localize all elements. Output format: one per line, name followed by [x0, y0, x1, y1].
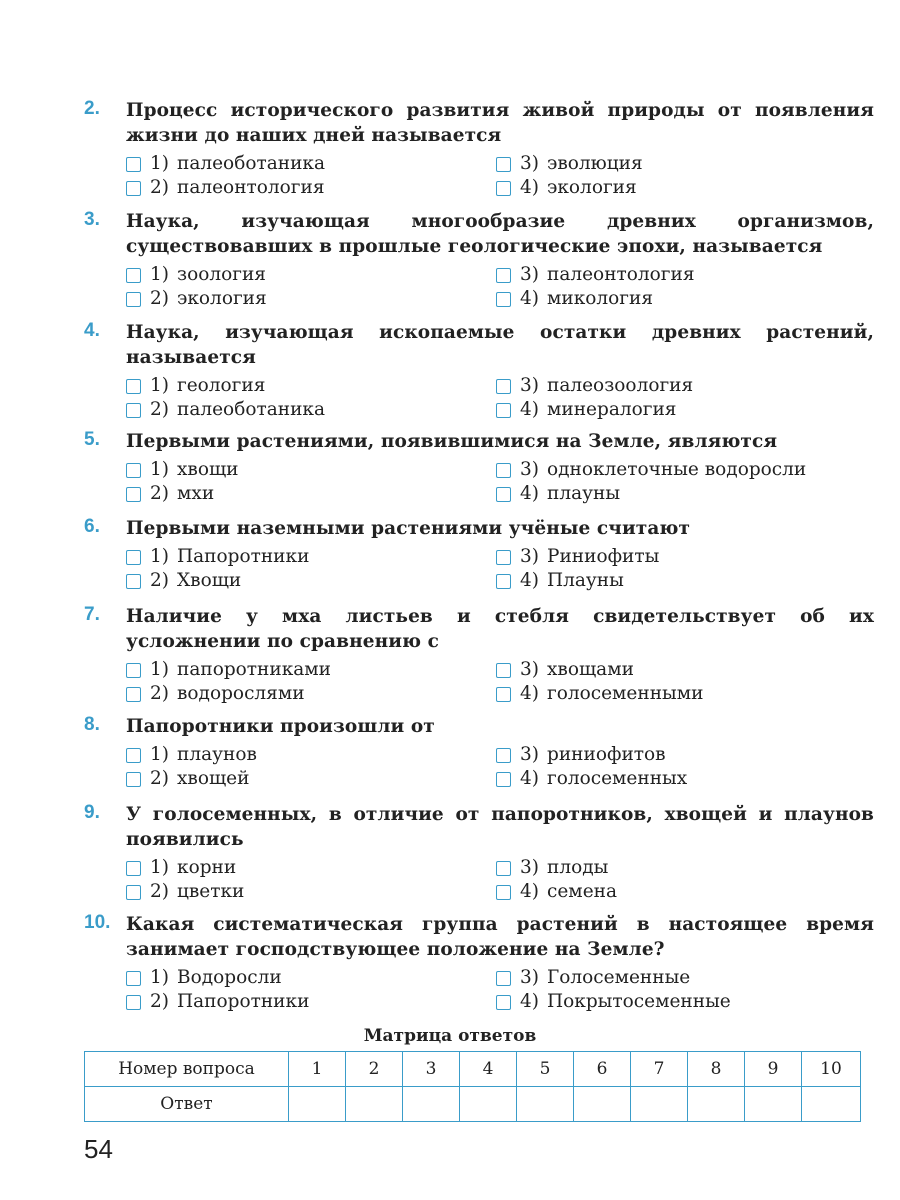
option-label: палеоботаника — [177, 153, 325, 174]
answer-option[interactable] — [496, 287, 866, 311]
answer-option[interactable] — [496, 263, 866, 287]
answer-option[interactable] — [126, 176, 496, 200]
option-label: Плауны — [547, 570, 624, 591]
option-number: 4) — [520, 768, 539, 789]
checkbox-icon[interactable] — [126, 463, 141, 478]
option-number: 4) — [520, 683, 539, 704]
answer-options — [126, 374, 874, 422]
option-label: хвощей — [177, 768, 250, 789]
option-label: минералогия — [547, 399, 677, 420]
option-number: 4) — [520, 991, 539, 1012]
question-block — [84, 802, 874, 904]
option-number: 1) — [150, 375, 169, 396]
question-number: 5. — [84, 429, 100, 450]
answer-cell[interactable] — [631, 1087, 688, 1122]
answer-option[interactable] — [126, 569, 496, 593]
option-number: 3) — [520, 153, 539, 174]
matrix-col-number: 1 — [289, 1052, 346, 1087]
option-number: 3) — [520, 546, 539, 567]
answer-option[interactable] — [126, 856, 496, 880]
answer-options — [126, 856, 874, 904]
answer-options — [126, 458, 874, 506]
answer-option[interactable] — [496, 152, 866, 176]
option-number: 1) — [150, 744, 169, 765]
checkbox-icon[interactable] — [126, 574, 141, 589]
matrix-col-number: 4 — [460, 1052, 517, 1087]
checkbox-icon[interactable] — [496, 292, 511, 307]
matrix-col-number: 5 — [517, 1052, 574, 1087]
matrix-col-number: 8 — [688, 1052, 745, 1087]
question-block — [84, 429, 874, 506]
answer-options — [126, 743, 874, 791]
option-number: 1) — [150, 659, 169, 680]
answer-option[interactable] — [126, 966, 496, 990]
option-number: 2) — [150, 177, 169, 198]
question-block — [84, 320, 874, 422]
answer-option[interactable] — [126, 482, 496, 506]
option-number: 2) — [150, 683, 169, 704]
option-label: Риниофиты — [547, 546, 660, 567]
checkbox-icon[interactable] — [126, 772, 141, 787]
answer-option[interactable] — [496, 658, 866, 682]
checkbox-icon[interactable] — [126, 292, 141, 307]
checkbox-icon[interactable] — [496, 463, 511, 478]
answer-options — [126, 152, 874, 200]
option-label: палеонтология — [177, 177, 325, 198]
answer-option[interactable] — [496, 545, 866, 569]
question-block — [84, 98, 874, 200]
question-number: 3. — [84, 209, 100, 230]
option-number: 3) — [520, 459, 539, 480]
option-label: экология — [177, 288, 267, 309]
option-number: 3) — [520, 375, 539, 396]
answer-option[interactable] — [126, 152, 496, 176]
question-number: 2. — [84, 98, 100, 119]
answer-option[interactable] — [126, 743, 496, 767]
answer-cell[interactable] — [460, 1087, 517, 1122]
option-label: Голосеменные — [547, 967, 691, 988]
question-text: Папоротники произошли от — [126, 716, 435, 737]
checkbox-icon[interactable] — [496, 663, 511, 678]
option-label: корни — [177, 857, 237, 878]
answer-option[interactable] — [126, 682, 496, 706]
answer-cell[interactable] — [346, 1087, 403, 1122]
question-block — [84, 209, 874, 311]
matrix-header-row — [85, 1052, 861, 1087]
question-text: У голосеменных, в отличие от папоротников, хвощей и плаунов появились — [126, 804, 874, 850]
question-text: Первыми наземными растениями учёные считают — [126, 518, 691, 539]
option-label: плаунов — [177, 744, 257, 765]
answer-matrix-title: Матрица ответов — [363, 1026, 537, 1046]
question-number: 4. — [84, 320, 100, 341]
option-label: плауны — [547, 483, 621, 504]
question-text: Наука, изучающая многообразие древних организмов, существовавших в прошлые геологические эпохи, называется — [126, 211, 874, 257]
answer-option[interactable] — [496, 176, 866, 200]
checkbox-icon[interactable] — [496, 379, 511, 394]
option-label: эволюция — [547, 153, 643, 174]
option-label: папоротниками — [177, 659, 332, 680]
answer-option[interactable] — [126, 458, 496, 482]
answer-option[interactable] — [126, 990, 496, 1014]
option-number: 4) — [520, 881, 539, 902]
checkbox-icon[interactable] — [496, 550, 511, 565]
option-label: Папоротники — [177, 546, 310, 567]
option-label: палеозоология — [547, 375, 694, 396]
checkbox-icon[interactable] — [496, 748, 511, 763]
option-number: 1) — [150, 153, 169, 174]
matrix-col-number: 7 — [631, 1052, 688, 1087]
option-number: 2) — [150, 768, 169, 789]
option-label: Хвощи — [177, 570, 242, 591]
option-label: геология — [177, 375, 266, 396]
question-number: 7. — [84, 604, 100, 625]
checkbox-icon[interactable] — [126, 971, 141, 986]
question-number: 6. — [84, 516, 100, 537]
answer-option[interactable] — [126, 658, 496, 682]
checkbox-icon[interactable] — [126, 268, 141, 283]
option-number: 4) — [520, 570, 539, 591]
option-label: зоология — [177, 264, 266, 285]
option-number: 2) — [150, 288, 169, 309]
option-label: одноклеточные водоросли — [547, 459, 807, 480]
answer-option[interactable] — [126, 880, 496, 904]
answer-option[interactable] — [496, 398, 866, 422]
checkbox-icon[interactable] — [496, 995, 511, 1010]
checkbox-icon[interactable] — [126, 995, 141, 1010]
option-label: микология — [547, 288, 654, 309]
option-number: 3) — [520, 264, 539, 285]
option-label: хвощами — [547, 659, 634, 680]
option-label: плоды — [547, 857, 609, 878]
answer-option[interactable] — [496, 856, 866, 880]
option-number: 1) — [150, 459, 169, 480]
option-label: Водоросли — [177, 967, 282, 988]
question-block — [84, 604, 874, 706]
matrix-row-label: Ответ — [85, 1087, 289, 1122]
option-number: 2) — [150, 881, 169, 902]
question-block — [84, 516, 874, 593]
question-text: Какая систематическая группа растений в настоящее время занимает господствующее положение на Земле? — [126, 914, 874, 960]
answer-options — [126, 966, 874, 1014]
option-label: экология — [547, 177, 637, 198]
answer-option[interactable] — [496, 880, 866, 904]
question-number: 9. — [84, 802, 100, 823]
answer-cell[interactable] — [403, 1087, 460, 1122]
option-number: 1) — [150, 264, 169, 285]
option-number: 4) — [520, 177, 539, 198]
option-label: риниофитов — [547, 744, 666, 765]
option-label: голосеменными — [547, 683, 704, 704]
checkbox-icon[interactable] — [496, 971, 511, 986]
answer-option[interactable] — [496, 743, 866, 767]
checkbox-icon[interactable] — [496, 181, 511, 196]
checkbox-icon[interactable] — [496, 772, 511, 787]
option-label: палеонтология — [547, 264, 695, 285]
answer-options — [126, 658, 874, 706]
option-number: 2) — [150, 399, 169, 420]
answer-option[interactable] — [126, 398, 496, 422]
answer-cell[interactable] — [289, 1087, 346, 1122]
answer-option[interactable] — [126, 287, 496, 311]
option-number: 2) — [150, 483, 169, 504]
page-number: 54 — [84, 1134, 113, 1164]
question-block — [84, 714, 874, 791]
option-label: цветки — [177, 881, 245, 902]
question-number: 10. — [84, 912, 111, 933]
checkbox-icon[interactable] — [126, 663, 141, 678]
answer-option[interactable] — [126, 374, 496, 398]
checkbox-icon[interactable] — [496, 403, 511, 418]
checkbox-icon[interactable] — [496, 574, 511, 589]
question-block — [84, 912, 874, 1014]
answer-options — [126, 545, 874, 593]
answer-option[interactable] — [496, 767, 866, 791]
answer-option[interactable] — [496, 569, 866, 593]
checkbox-icon[interactable] — [496, 885, 511, 900]
option-label: семена — [547, 881, 618, 902]
answer-option[interactable] — [126, 263, 496, 287]
checkbox-icon[interactable] — [496, 268, 511, 283]
option-number: 4) — [520, 288, 539, 309]
option-number: 3) — [520, 857, 539, 878]
question-text: Наличие у мха листьев и стебля свидетельствует об их усложнении по сравнению с — [126, 606, 874, 652]
answer-matrix — [84, 1051, 861, 1122]
checkbox-icon[interactable] — [126, 181, 141, 196]
matrix-col-number: 10 — [802, 1052, 861, 1087]
matrix-col-number: 3 — [403, 1052, 460, 1087]
checkbox-icon[interactable] — [126, 157, 141, 172]
answer-option[interactable] — [496, 682, 866, 706]
checkbox-icon[interactable] — [126, 379, 141, 394]
matrix-col-number: 9 — [745, 1052, 802, 1087]
option-number: 1) — [150, 546, 169, 567]
option-label: голосеменных — [547, 768, 688, 789]
checkbox-icon[interactable] — [126, 687, 141, 702]
checkbox-icon[interactable] — [496, 861, 511, 876]
option-number: 2) — [150, 991, 169, 1012]
question-text: Процесс исторического развития живой природы от появления жизни до наших дней называется — [126, 100, 874, 146]
option-number: 3) — [520, 967, 539, 988]
matrix-answer-row — [85, 1087, 861, 1122]
matrix-row-label: Номер вопроса — [85, 1052, 289, 1087]
checkbox-icon[interactable] — [496, 487, 511, 502]
checkbox-icon[interactable] — [126, 487, 141, 502]
option-number: 1) — [150, 967, 169, 988]
answer-option[interactable] — [496, 966, 866, 990]
answer-cell[interactable] — [745, 1087, 802, 1122]
question-text: Наука, изучающая ископаемые остатки древних растений, называется — [126, 322, 874, 368]
option-label: Папоротники — [177, 991, 310, 1012]
checkbox-icon[interactable] — [126, 885, 141, 900]
checkbox-icon[interactable] — [126, 748, 141, 763]
question-number: 8. — [84, 714, 100, 735]
option-label: мхи — [177, 483, 215, 504]
question-text: Первыми растениями, появившимися на Земле, являются — [126, 431, 778, 452]
option-label: палеоботаника — [177, 399, 325, 420]
checkbox-icon[interactable] — [126, 861, 141, 876]
matrix-col-number: 6 — [574, 1052, 631, 1087]
matrix-col-number: 2 — [346, 1052, 403, 1087]
option-number: 3) — [520, 744, 539, 765]
answer-option[interactable] — [126, 767, 496, 791]
answer-option[interactable] — [496, 458, 866, 482]
answer-option[interactable] — [496, 482, 866, 506]
checkbox-icon[interactable] — [496, 157, 511, 172]
checkbox-icon[interactable] — [126, 403, 141, 418]
answer-cell[interactable] — [802, 1087, 861, 1122]
answer-option[interactable] — [126, 545, 496, 569]
answer-option[interactable] — [496, 990, 866, 1014]
answer-option[interactable] — [496, 374, 866, 398]
option-number: 1) — [150, 857, 169, 878]
answer-cell[interactable] — [688, 1087, 745, 1122]
option-number: 4) — [520, 483, 539, 504]
answer-options — [126, 263, 874, 311]
option-number: 3) — [520, 659, 539, 680]
option-label: хвощи — [177, 459, 239, 480]
option-number: 4) — [520, 399, 539, 420]
option-number: 2) — [150, 570, 169, 591]
answer-cell[interactable] — [517, 1087, 574, 1122]
option-label: водорослями — [177, 683, 305, 704]
checkbox-icon[interactable] — [126, 550, 141, 565]
option-label: Покрытосеменные — [547, 991, 731, 1012]
checkbox-icon[interactable] — [496, 687, 511, 702]
answer-cell[interactable] — [574, 1087, 631, 1122]
